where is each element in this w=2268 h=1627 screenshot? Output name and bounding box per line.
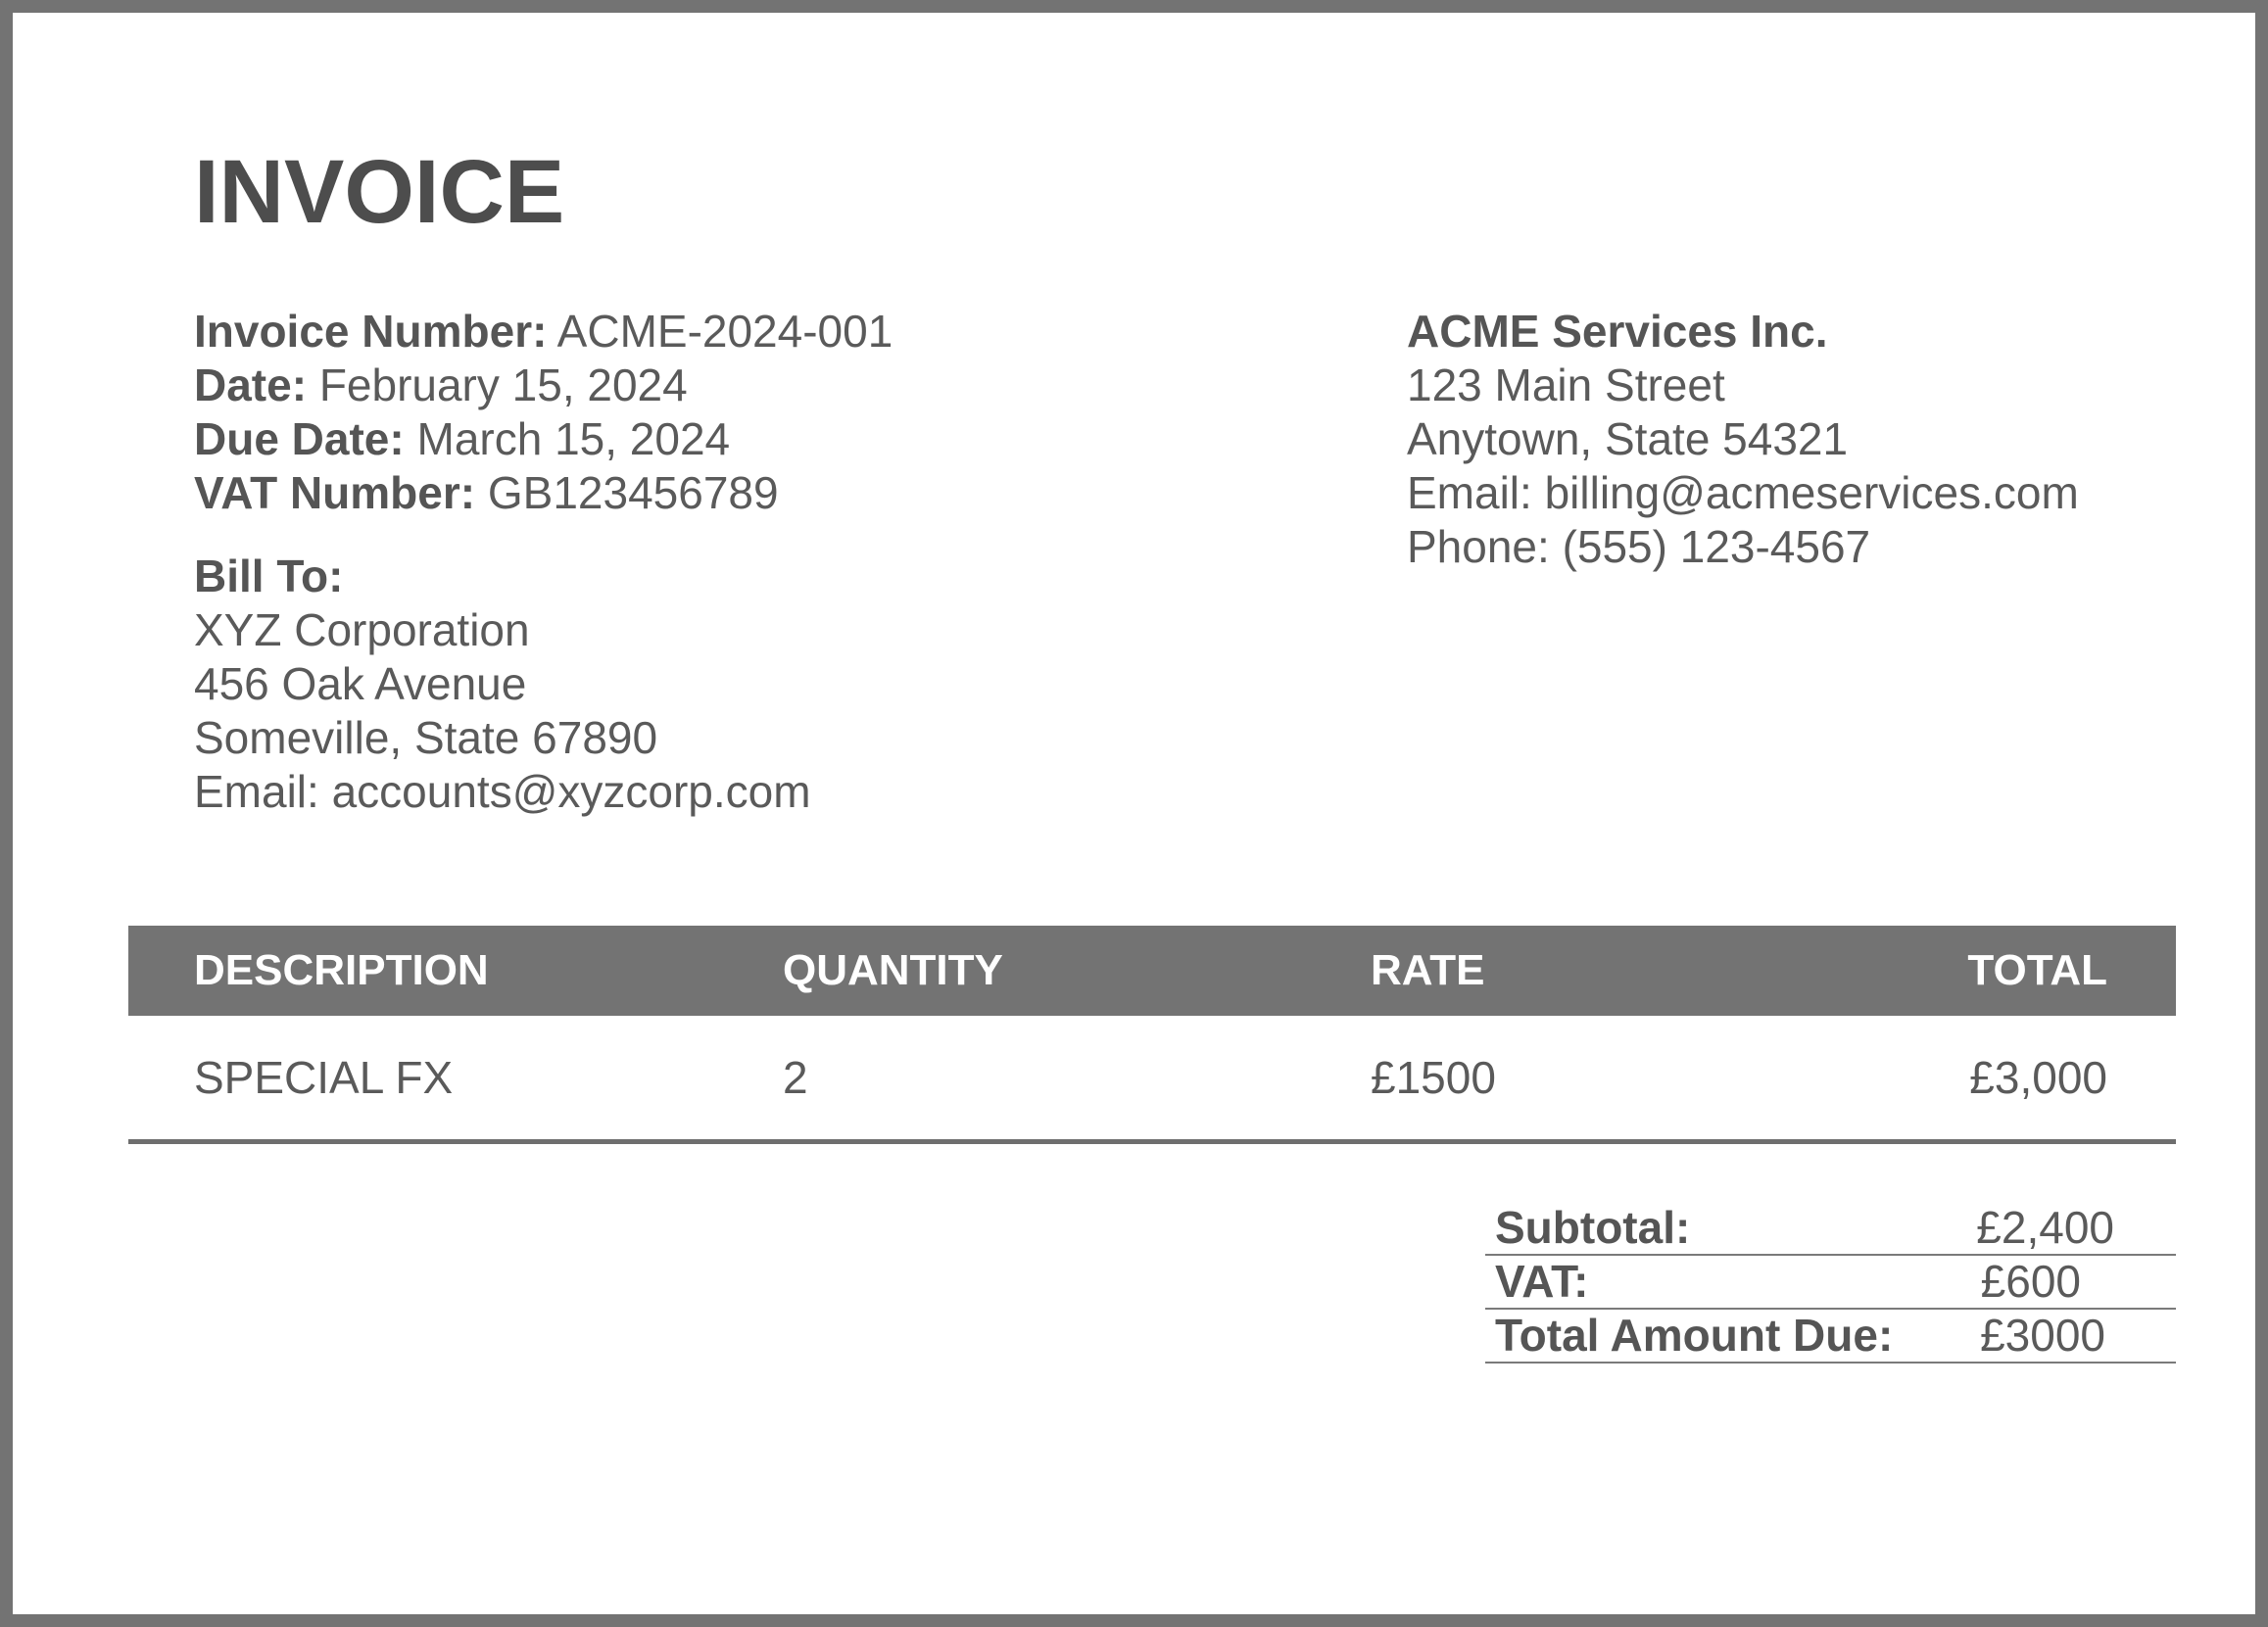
company-block [1407, 305, 2079, 574]
table-header [128, 926, 2176, 1016]
company-name: ACME Services Inc. [1407, 306, 1828, 357]
bill-to-label: Bill To: [194, 550, 344, 601]
header-description: DESCRIPTION [194, 946, 489, 994]
header-rate: RATE [1371, 946, 1485, 994]
cell-quantity: 2 [783, 1052, 808, 1103]
bill-to-block [194, 550, 811, 819]
totals-block [1485, 1202, 2176, 1364]
bill-to-name: XYZ Corporation [194, 604, 530, 655]
vat-number-label: VAT Number: [194, 467, 476, 518]
due-date-value: March 15, 2024 [416, 413, 731, 464]
due-date-row [194, 412, 893, 466]
subtotal-value: £2,400 [1976, 1202, 2114, 1253]
company-street: 123 Main Street [1407, 359, 1725, 410]
bill-to-city: Someville, State 67890 [194, 712, 658, 763]
invoice-date-row [194, 359, 893, 412]
table-row [128, 1016, 2176, 1144]
vat-row [1485, 1256, 2176, 1310]
subtotal-row [1485, 1202, 2176, 1256]
company-phone: Phone: (555) 123-4567 [1407, 521, 1871, 572]
bill-to-email: Email: accounts@xyzcorp.com [194, 766, 811, 817]
subtotal-label: Subtotal: [1495, 1202, 1691, 1253]
invoice-date-value: February 15, 2024 [318, 359, 688, 410]
line-items-table [128, 926, 2176, 1144]
invoice-title: INVOICE [194, 142, 565, 242]
invoice-number-value: ACME-2024-001 [556, 306, 893, 357]
total-due-label: Total Amount Due: [1495, 1310, 1894, 1361]
bill-to-street: 456 Oak Avenue [194, 658, 527, 709]
header-total: TOTAL [1967, 946, 2107, 994]
total-due-row [1485, 1310, 2176, 1364]
vat-number-row [194, 466, 893, 520]
company-city: Anytown, State 54321 [1407, 413, 1849, 464]
cell-rate: £1500 [1371, 1052, 1496, 1103]
invoice-date-label: Date: [194, 359, 308, 410]
vat-number-value: GB123456789 [487, 467, 779, 518]
vat-value: £600 [1980, 1256, 2081, 1307]
invoice-meta [194, 305, 893, 520]
due-date-label: Due Date: [194, 413, 405, 464]
total-due-value: £3000 [1980, 1310, 2105, 1361]
cell-description: SPECIAL FX [194, 1052, 454, 1103]
header-quantity: QUANTITY [783, 946, 1003, 994]
cell-total: £3,000 [1969, 1052, 2107, 1103]
vat-label: VAT: [1495, 1256, 1589, 1307]
invoice-number-label: Invoice Number: [194, 306, 548, 357]
invoice-number-row [194, 305, 893, 359]
company-email: Email: billing@acmeservices.com [1407, 467, 2079, 518]
